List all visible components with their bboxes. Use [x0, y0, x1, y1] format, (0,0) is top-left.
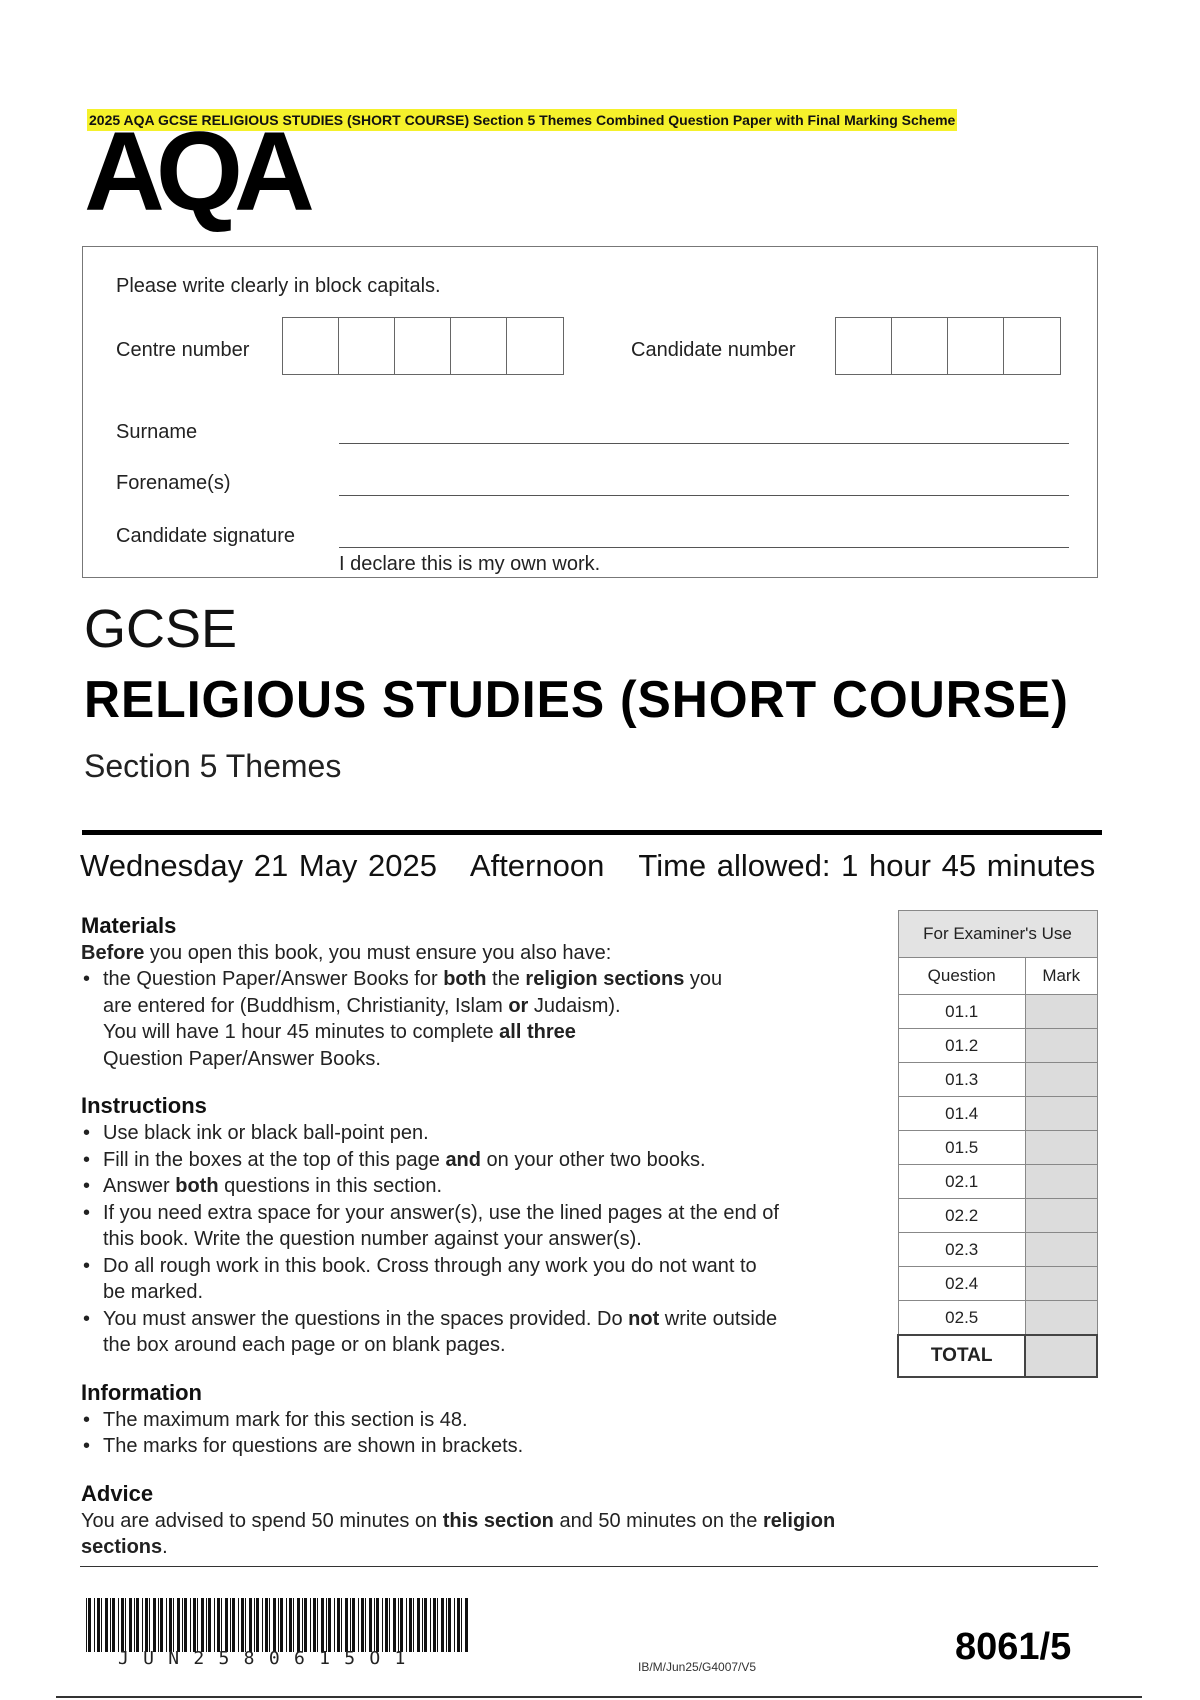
- information-block: [81, 1379, 881, 1460]
- barcode-bar: [214, 1598, 215, 1652]
- title-banner: 2025 AQA GCSE RELIGIOUS STUDIES (SHORT COURSE) Section 5 Themes Combined Question Paper with Final Marking Scheme: [87, 109, 957, 131]
- barcode-bar: [417, 1598, 420, 1652]
- materials-intro: Before you open this book, you must ensure you also have:: [81, 942, 612, 964]
- barcode-bar: [230, 1598, 231, 1652]
- examiner-table-row: [898, 1301, 1097, 1336]
- barcode-bar: [422, 1598, 423, 1652]
- barcode-bar: [190, 1598, 191, 1652]
- rubric-content: [81, 912, 881, 1580]
- barcode-bar: [217, 1598, 220, 1652]
- barcode-bar: [182, 1598, 183, 1652]
- barcode-bar: [461, 1598, 462, 1652]
- barcode-bar: [406, 1598, 407, 1652]
- centre-digit-box[interactable]: [395, 318, 451, 374]
- forename-label: Forename(s): [116, 472, 231, 494]
- barcode-bar: [433, 1598, 436, 1652]
- barcode-bar: [177, 1598, 180, 1652]
- declaration-text: I declare this is my own work.: [339, 553, 601, 575]
- barcode-bar: [441, 1598, 444, 1652]
- barcode-bar: [134, 1598, 135, 1652]
- barcode-bar: [97, 1598, 100, 1652]
- barcode-bar: [437, 1598, 438, 1652]
- exam-session: Afternoon: [469, 848, 605, 883]
- barcode-bar: [94, 1598, 95, 1652]
- barcode-bar: [457, 1598, 460, 1652]
- time-allowed: Time allowed: 1 hour 45 minutes: [638, 848, 1096, 883]
- barcode-bar: [232, 1598, 235, 1652]
- barcode-bar: [149, 1598, 150, 1652]
- mark-cell[interactable]: [1025, 1029, 1097, 1063]
- materials-heading: Materials: [81, 913, 177, 938]
- barcode-bar: [249, 1598, 252, 1652]
- mark-cell[interactable]: [1025, 1267, 1097, 1301]
- barcode-bar: [321, 1598, 324, 1652]
- examiner-table-row: [898, 1199, 1097, 1233]
- barcode-bar: [136, 1598, 139, 1652]
- barcode-bar: [286, 1598, 287, 1652]
- barcode-bar: [389, 1598, 390, 1652]
- barcode-bar: [350, 1598, 351, 1652]
- barcode-bar: [465, 1598, 468, 1652]
- materials-bullet: • the Question Paper/Answer Books for both the religion sections you are entered for (Buddhism, Christianity, Islam or Judaism). You will have 1 hour 45 minutes to complete all three Question Paper/Answer Books.: [81, 966, 881, 1072]
- barcode-bar: [184, 1598, 187, 1652]
- barcode-bar: [197, 1598, 198, 1652]
- barcode-bar: [273, 1598, 276, 1652]
- information-item: • The marks for questions are shown in brackets.: [81, 1433, 881, 1460]
- question-number-cell: 02.5: [898, 1301, 1025, 1336]
- advice-heading: Advice: [81, 1480, 154, 1506]
- examiner-table-row: [898, 1029, 1097, 1063]
- barcode-bar: [110, 1598, 111, 1652]
- barcode-bar: [337, 1598, 340, 1652]
- candidate-digit-box[interactable]: [948, 318, 1004, 374]
- instruction-item: • If you need extra space for your answer(s), use the lined pages at the end of this book. Write the question number against your answer(s).: [81, 1200, 881, 1253]
- barcode-bar: [409, 1598, 412, 1652]
- instructions-block: [81, 1092, 881, 1359]
- instruction-item: • Fill in the boxes at the top of this page and on your other two books.: [81, 1147, 881, 1174]
- candidate-digit-box[interactable]: [892, 318, 948, 374]
- barcode-bar: [101, 1598, 102, 1652]
- barcode-bar: [365, 1598, 366, 1652]
- centre-number-boxes[interactable]: [282, 317, 564, 375]
- barcode-bar: [374, 1598, 375, 1652]
- barcode-bar: [293, 1598, 294, 1652]
- barcode-bar: [112, 1598, 115, 1652]
- barcode-bar: [125, 1598, 126, 1652]
- barcode-bar: [169, 1598, 172, 1652]
- barcode-bar: [430, 1598, 431, 1652]
- instruction-item: • Do all rough work in this book. Cross through any work you do not want to be marked.: [81, 1253, 881, 1306]
- barcode-bar: [413, 1598, 414, 1652]
- examiner-table-row: [898, 1165, 1097, 1199]
- barcode-bar: [280, 1598, 283, 1652]
- barcode-bar: [86, 1598, 87, 1652]
- barcode-bar: [352, 1598, 355, 1652]
- question-number-cell: 01.4: [898, 1097, 1025, 1131]
- barcode-bar: [361, 1598, 364, 1652]
- advice-block: [81, 1480, 881, 1560]
- instructions-heading: Instructions: [81, 1093, 207, 1118]
- barcode-bar: [201, 1598, 204, 1652]
- barcode-bar: [265, 1598, 268, 1652]
- question-number-cell: 01.1: [898, 995, 1025, 1029]
- mark-cell[interactable]: [1025, 1233, 1097, 1267]
- question-number-cell: 02.4: [898, 1267, 1025, 1301]
- subject-title: RELIGIOUS STUDIES (SHORT COURSE): [84, 671, 1069, 729]
- total-label: TOTAL: [898, 1335, 1025, 1377]
- question-number-cell: 01.3: [898, 1063, 1025, 1097]
- block-capitals-instruction: Please write clearly in block capitals.: [116, 275, 441, 297]
- qualification-title: GCSE: [84, 599, 238, 659]
- barcode-bar: [262, 1598, 263, 1652]
- barcode-bar: [446, 1598, 447, 1652]
- total-mark-cell[interactable]: [1025, 1335, 1097, 1377]
- mark-cell[interactable]: [1025, 1301, 1097, 1336]
- examiner-table-title: For Examiner's Use: [898, 911, 1097, 958]
- aqa-logo: AQA: [84, 109, 306, 234]
- instruction-item: • Use black ink or black ball-point pen.: [81, 1120, 881, 1147]
- candidate-number-boxes[interactable]: [835, 317, 1061, 375]
- barcode-bar: [129, 1598, 132, 1652]
- examiner-table-row: [898, 1131, 1097, 1165]
- barcode-bar: [328, 1598, 331, 1652]
- mark-cell[interactable]: [1025, 1063, 1097, 1097]
- barcode-bar: [208, 1598, 211, 1652]
- mark-cell[interactable]: [1025, 1165, 1097, 1199]
- examiner-use-table: [897, 910, 1098, 1378]
- forename-line[interactable]: [339, 495, 1069, 496]
- barcode-bar: [302, 1598, 303, 1652]
- barcode-bar: [153, 1598, 156, 1652]
- centre-digit-box[interactable]: [339, 318, 395, 374]
- barcode-bar: [121, 1598, 124, 1652]
- barcode-bar: [254, 1598, 255, 1652]
- barcode-bar: [166, 1598, 167, 1652]
- examiner-table-row: [898, 1063, 1097, 1097]
- barcode-digits: JUN2580615O1: [118, 1648, 420, 1669]
- barcode-bar: [245, 1598, 246, 1652]
- barcode-bar: [345, 1598, 348, 1652]
- barcode-bar: [278, 1598, 279, 1652]
- barcode-bar: [358, 1598, 359, 1652]
- mark-cell[interactable]: [1025, 1131, 1097, 1165]
- barcode-bar: [393, 1598, 396, 1652]
- mark-cell[interactable]: [1025, 1199, 1097, 1233]
- barcode-bar: [160, 1598, 163, 1652]
- barcode-bar: [193, 1598, 196, 1652]
- mark-cell[interactable]: [1025, 1097, 1097, 1131]
- barcode-bar: [317, 1598, 318, 1652]
- barcode-bar: [454, 1598, 455, 1652]
- examiner-table-row: [898, 1097, 1097, 1131]
- mark-cell[interactable]: [1025, 995, 1097, 1029]
- question-number-cell: 02.2: [898, 1199, 1025, 1233]
- barcode-bar: [225, 1598, 228, 1652]
- barcode-bar: [142, 1598, 143, 1652]
- barcode-bar: [206, 1598, 207, 1652]
- barcode-bar: [310, 1598, 311, 1652]
- signature-label: Candidate signature: [116, 525, 296, 547]
- barcode-bar: [334, 1598, 335, 1652]
- question-number-cell: 01.2: [898, 1029, 1025, 1063]
- exam-date: Wednesday 21 May 2025: [80, 848, 437, 883]
- question-column-header: Question: [898, 958, 1025, 995]
- exam-date-line: [80, 848, 1095, 884]
- centre-digit-box[interactable]: [451, 318, 507, 374]
- barcode-bar: [385, 1598, 388, 1652]
- paper-code: 8061/5: [955, 1626, 1072, 1668]
- barcode-bar: [238, 1598, 239, 1652]
- candidate-digit-box[interactable]: [1004, 318, 1060, 374]
- barcode-bar: [221, 1598, 222, 1652]
- centre-number-label: Centre number: [116, 339, 250, 361]
- barcode-bar: [313, 1598, 316, 1652]
- barcode-bar: [400, 1598, 403, 1652]
- barcode-bar: [297, 1598, 300, 1652]
- barcode-bar: [369, 1598, 372, 1652]
- header-divider: [82, 830, 1102, 835]
- instruction-item: • Answer both questions in this section.: [81, 1173, 881, 1200]
- footer-divider: [80, 1566, 1098, 1567]
- barcode-bar: [424, 1598, 427, 1652]
- barcode-bar: [448, 1598, 451, 1652]
- question-number-cell: 02.1: [898, 1165, 1025, 1199]
- document-reference: IB/M/Jun25/G4007/V5: [638, 1660, 757, 1674]
- information-item: • The maximum mark for this section is 48.: [81, 1407, 881, 1434]
- question-number-cell: 02.3: [898, 1233, 1025, 1267]
- section-title: Section 5 Themes: [84, 748, 342, 784]
- signature-line[interactable]: [339, 547, 1069, 548]
- barcode-bar: [304, 1598, 307, 1652]
- examiner-table-row: [898, 995, 1097, 1029]
- barcode-bar: [376, 1598, 379, 1652]
- barcode-bar: [118, 1598, 119, 1652]
- question-number-cell: 01.5: [898, 1131, 1025, 1165]
- examiner-table-row: [898, 1233, 1097, 1267]
- barcode-bar: [289, 1598, 292, 1652]
- surname-line[interactable]: [339, 443, 1069, 444]
- barcode-bar: [158, 1598, 159, 1652]
- candidate-number-label: Candidate number: [631, 339, 796, 361]
- mark-column-header: Mark: [1025, 958, 1097, 995]
- barcode-bar: [341, 1598, 342, 1652]
- instruction-item: • You must answer the questions in the spaces provided. Do not write outside the box around each page or on blank pages.: [81, 1306, 881, 1359]
- barcode-bar: [382, 1598, 383, 1652]
- barcode-bar: [398, 1598, 399, 1652]
- examiner-table-row: [898, 1267, 1097, 1301]
- centre-digit-box[interactable]: [283, 318, 339, 374]
- barcode-bar: [256, 1598, 259, 1652]
- barcode-bar: [173, 1598, 174, 1652]
- candidate-details-box: [82, 246, 1098, 578]
- barcode-bar: [88, 1598, 91, 1652]
- barcode-bar: [145, 1598, 148, 1652]
- centre-digit-box[interactable]: [507, 318, 563, 374]
- candidate-digit-box[interactable]: [836, 318, 892, 374]
- page-bottom-rule: [56, 1696, 1142, 1698]
- barcode-bar: [105, 1598, 108, 1652]
- barcode-bar: [326, 1598, 327, 1652]
- information-heading: Information: [81, 1379, 202, 1405]
- barcode-bar: [269, 1598, 270, 1652]
- materials-block: [81, 912, 881, 1072]
- surname-label: Surname: [116, 421, 198, 443]
- barcode: [86, 1598, 470, 1652]
- advice-text: You are advised to spend 50 minutes on this section and 50 minutes on the religion sections.: [81, 1509, 836, 1558]
- barcode-bar: [241, 1598, 244, 1652]
